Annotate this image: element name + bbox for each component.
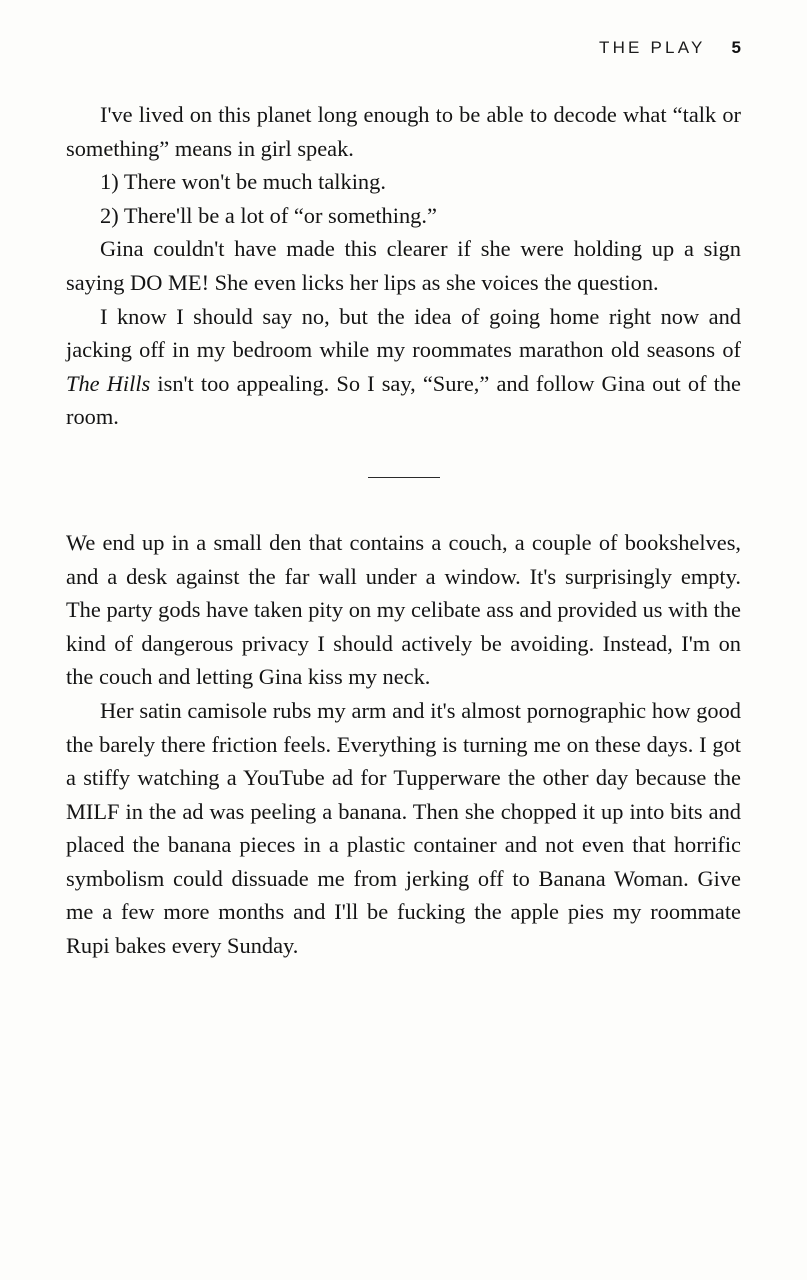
paragraph: I've lived on this planet long enough to be able to decode what “talk or something” means in girl speak. (66, 102, 741, 161)
section-one (66, 98, 741, 434)
running-title: THE PLAY (598, 38, 706, 57)
book-title-italic: The Hills (66, 370, 151, 396)
paragraph: Her satin camisole rubs my arm and it's almost pornographic how good the barely there friction feels. Everything is turning me on these days. I got a stiffy watching a YouTube ad for Tupperware the other day because the MILF in the ad was peeling a banana. Then she chopped it up into bits and placed the banana pieces in a plastic container and not even that horrific symbolism could dissuade me from jerking off to Banana Woman. Give me a few more months and I'll be fucking the apple pies my roommate Rupi bakes every Sunday. (66, 697, 741, 959)
paragraph: Gina couldn't have made this clearer if she were holding up a sign saying DO ME! She even licks her lips as she voices the question. (66, 236, 741, 295)
paragraph-with-title (66, 300, 741, 434)
list-item-1: 1) There won't be much talking. (100, 169, 386, 195)
paragraph-text-lead: I know I should say no, but the idea of going home right now and jacking off in my bedroom while my roommates marathon old seasons of (66, 303, 741, 363)
page-number: 5 (731, 38, 741, 57)
divider-rule (368, 477, 440, 478)
scene-break (66, 468, 741, 486)
page-body (66, 98, 741, 963)
running-head (599, 38, 741, 58)
list-item-2: 2) There'll be a lot of “or something.” (100, 202, 437, 228)
paragraph: We end up in a small den that contains a couch, a couple of bookshelves, and a desk against the far wall under a window. It's surprisingly empty. The party gods have taken pity on my celibate ass and provided us with the kind of dangerous privacy I should actively be avoiding. Instead, I'm on the couch and letting Gina kiss my neck. (66, 529, 741, 690)
section-two (66, 526, 741, 963)
paragraph-text-tail: isn't too appealing. So I say, “Sure,” and follow Gina out of the room. (66, 370, 741, 430)
